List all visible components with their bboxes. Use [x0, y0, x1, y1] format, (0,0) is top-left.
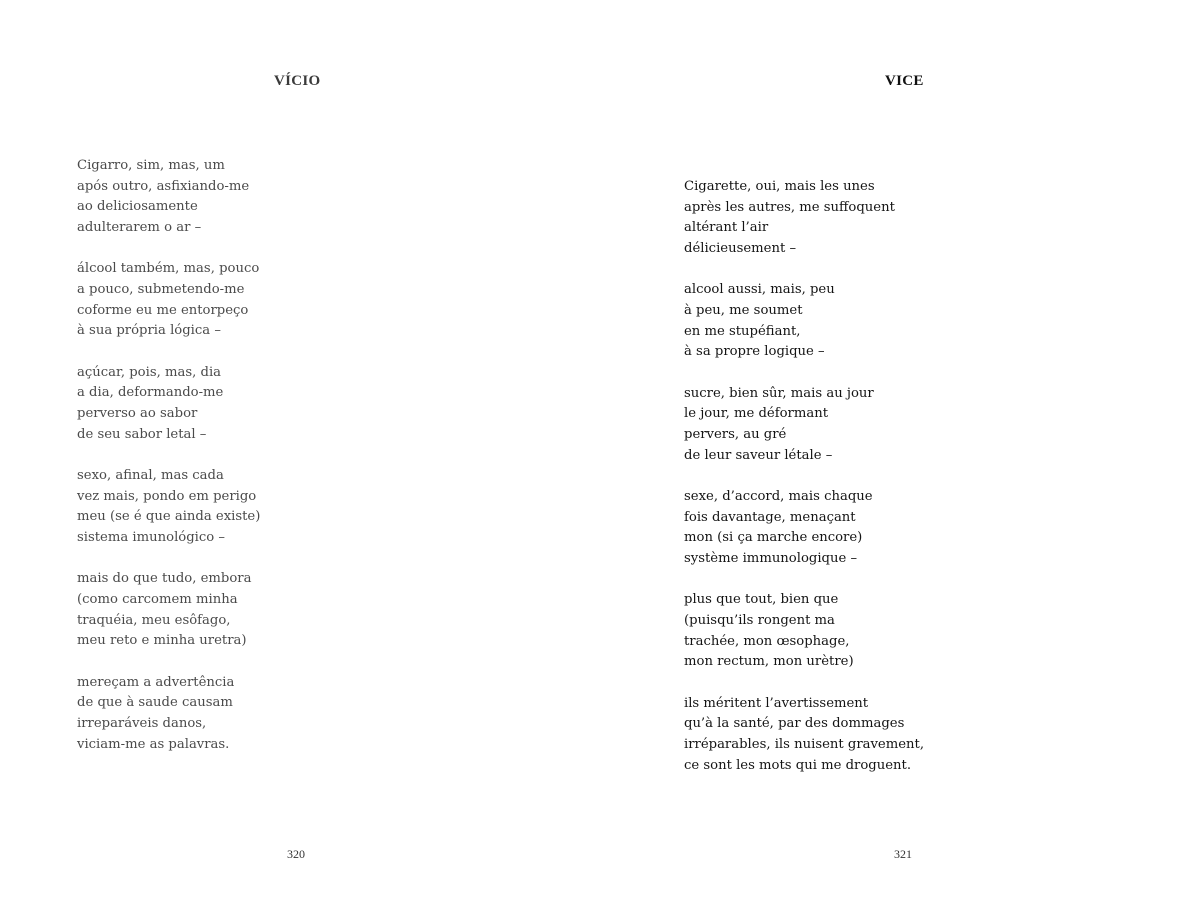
poem-line: sexo, afinal, mas cada	[77, 468, 224, 484]
right-page	[599, 0, 1198, 904]
stanza	[77, 259, 260, 342]
poem-line: a pouco, submetendo-me	[77, 282, 245, 298]
poem-line: de seu sabor letal –	[77, 426, 207, 442]
poem-line: mon rectum, mon urètre)	[684, 654, 854, 670]
stanza	[77, 569, 260, 652]
page-number: 321	[894, 847, 912, 861]
poem-line: irreparáveis danos,	[77, 716, 207, 732]
stanza	[684, 694, 924, 777]
poem-line: mereçam a advertência	[77, 674, 235, 690]
poem-line: à peu, me soumet	[684, 303, 803, 319]
poem-line: système immunologique –	[684, 551, 858, 567]
poem-line: ao deliciosamente	[77, 199, 198, 215]
poem-line: sexe, d’accord, mais chaque	[684, 489, 873, 505]
poem-line: perverso ao sabor	[77, 406, 198, 422]
page-title: VICE	[885, 73, 924, 89]
poem-line: alcool aussi, mais, peu	[684, 282, 835, 298]
poem-line: mais do que tudo, embora	[77, 571, 252, 587]
poem-line: fois davantage, menaçant	[684, 509, 856, 525]
poem-body	[77, 156, 260, 776]
poem-line: meu reto e minha uretra)	[77, 633, 247, 649]
poem-line: a dia, deformando-me	[77, 385, 224, 401]
poem-line: (puisqu’ils rongent ma	[684, 613, 835, 629]
page-number: 320	[287, 847, 305, 861]
poem-line: délicieusement –	[684, 241, 797, 257]
stanza	[77, 466, 260, 549]
stanza	[684, 487, 924, 570]
poem-line: açúcar, pois, mas, dia	[77, 364, 222, 380]
stanza	[684, 384, 924, 467]
stanza	[684, 177, 924, 260]
poem-line: álcool também, mas, pouco	[77, 261, 260, 277]
stanza	[684, 280, 924, 363]
poem-body	[684, 177, 924, 797]
poem-line: qu’à la santé, par des dommages	[684, 716, 905, 732]
stanza	[684, 590, 924, 673]
poem-line: à sua própria lógica –	[77, 323, 221, 339]
poem-line: meu (se é que ainda existe)	[77, 509, 261, 525]
poem-line: Cigarette, oui, mais les unes	[684, 179, 875, 194]
poem-line: sucre, bien sûr, mais au jour	[684, 385, 874, 401]
poem-line: altérant l’air	[684, 220, 769, 236]
poem-line: irréparables, ils nuisent gravement,	[684, 737, 925, 753]
stanza	[77, 156, 260, 239]
poem-line: coforme eu me entorpeço	[77, 302, 249, 318]
poem-line: à sa propre logique –	[684, 344, 825, 360]
poem-line: após outro, asfixiando-me	[77, 178, 250, 194]
poem-line: de leur saveur létale –	[684, 447, 833, 463]
page-title: VÍCIO	[274, 73, 321, 89]
poem-line: trachée, mon œsophage,	[684, 633, 850, 649]
poem-line: Cigarro, sim, mas, um	[77, 158, 225, 173]
poem-line: ce sont les mots qui me droguent.	[684, 757, 912, 773]
poem-line: viciam-me as palavras.	[77, 736, 230, 752]
stanza	[77, 673, 260, 756]
poem-line: en me stupéfiant,	[684, 323, 801, 339]
poem-line: de que à saude causam	[77, 695, 233, 711]
poem-line: ils méritent l’avertissement	[684, 695, 869, 711]
poem-line: mon (si ça marche encore)	[684, 530, 863, 546]
poem-line: (como carcomem minha	[77, 592, 238, 608]
poem-line: adulterarem o ar –	[77, 220, 202, 236]
poem-line: traquéia, meu esôfago,	[77, 612, 231, 628]
poem-line: pervers, au gré	[684, 427, 787, 443]
poem-line: après les autres, me suffoquent	[684, 199, 895, 215]
poem-line: plus que tout, bien que	[684, 592, 839, 608]
poem-line: le jour, me déformant	[684, 406, 829, 422]
poem-line: sistema imunológico –	[77, 530, 225, 546]
stanza	[77, 363, 260, 446]
poem-line: vez mais, pondo em perigo	[77, 488, 257, 504]
